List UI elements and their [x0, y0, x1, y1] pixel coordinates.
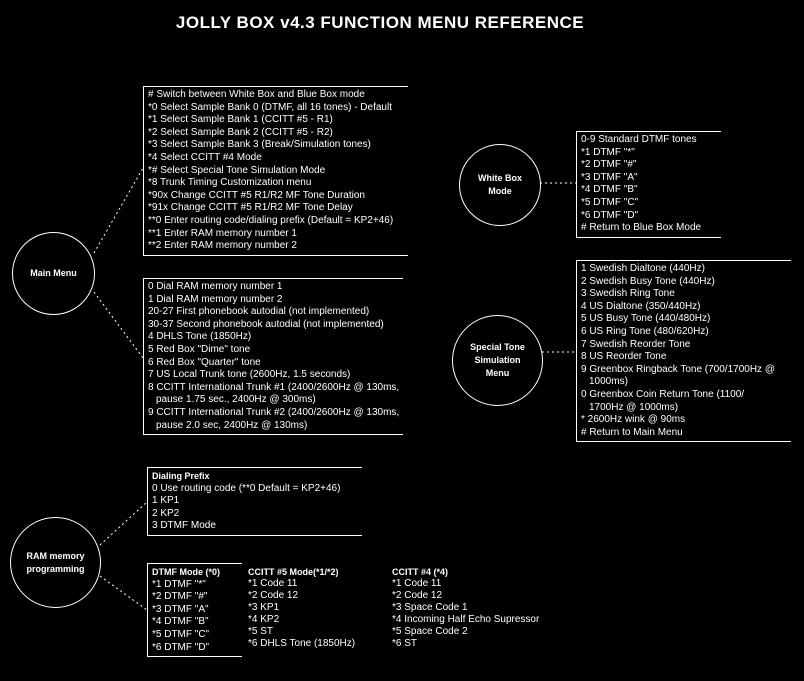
special-tone-line: 0 Greenbox Coin Return Tone (1100/ — [581, 388, 745, 400]
main-box1-line: **0 Enter routing code/dialing prefix (Default = KP2+46) — [148, 214, 394, 226]
dialing-prefix-box — [147, 467, 362, 536]
main-box2-line: 0 Dial RAM memory number 1 — [148, 281, 283, 292]
main-box2-line: pause 2.0 sec, 2400Hz @ 130ms) — [156, 419, 308, 431]
main-box1-line: *4 Select CCITT #4 Mode — [148, 151, 262, 163]
special-tone-line: 4 US Dialtone (350/440Hz) — [581, 300, 701, 312]
ccitt5-mode-header: CCITT #5 Mode(*1/*2) — [248, 567, 339, 577]
main-box1-line: **2 Enter RAM memory number 2 — [148, 240, 297, 252]
special-tone-items-box — [576, 260, 791, 442]
special-tone-line: 2 Swedish Busy Tone (440Hz) — [581, 275, 715, 287]
white-box-line: *4 DTMF "B" — [581, 184, 638, 196]
connector-main-box1 — [94, 168, 143, 253]
special-tone-label-1: Special Tone — [470, 342, 525, 352]
ccitt5-mode-line: *5 ST — [248, 626, 274, 637]
special-tone-label-3: Menu — [485, 368, 510, 378]
main-box2-line: 20-27 First phonebook autodial (not implemented) — [148, 306, 370, 318]
white-box-line: *1 DTMF "*" — [581, 146, 635, 158]
dtmf-mode-line: *1 DTMF "*" — [152, 578, 206, 590]
main-box1-line: *3 Select Sample Bank 3 (Break/Simulation tones) — [148, 139, 371, 151]
main-box2-line: 1 Dial RAM memory number 2 — [148, 293, 283, 305]
ccitt5-mode-line: *6 DHLS Tone (1850Hz) — [248, 638, 356, 649]
main-menu-label: Main Menu — [30, 268, 77, 278]
main-box2-line: 5 Red Box "Dime" tone — [148, 343, 251, 355]
dtmf-mode-line: *2 DTMF "#" — [152, 591, 208, 603]
special-tone-line: 1700Hz @ 1000ms) — [589, 401, 679, 413]
ccitt4-mode-line: *1 Code 11 — [392, 578, 442, 589]
main-box2-line: pause 1.75 sec., 2400Hz @ 300ms) — [156, 394, 316, 406]
dialing-prefix-header: Dialing Prefix — [152, 471, 210, 481]
main-box1-line: *1 Select Sample Bank 1 (CCITT #5 - R1) — [148, 114, 333, 126]
main-box2-line: 30-37 Second phonebook autodial (not implemented) — [148, 318, 384, 330]
main-box1-line: *2 Select Sample Bank 2 (CCITT #5 - R2) — [148, 126, 333, 138]
main-box1-line: *0 Select Sample Bank 0 (DTMF, all 16 tones) - Default — [148, 101, 392, 113]
special-tone-node — [452, 315, 543, 406]
dtmf-mode-line: *6 DTMF "D" — [152, 641, 210, 653]
white-box-line: # Return to Blue Box Mode — [581, 222, 702, 234]
special-tone-line: 1000ms) — [589, 376, 628, 388]
special-tone-line: # Return to Main Menu — [581, 426, 683, 438]
white-box-items-box — [576, 131, 721, 238]
special-tone-label-2: Simulation — [474, 355, 521, 365]
dtmf-mode-box — [147, 563, 242, 657]
special-tone-line: * 2600Hz wink @ 90ms — [581, 414, 686, 426]
dialing-prefix-line: 3 DTMF Mode — [152, 520, 216, 532]
main-box1-line: *91x Change CCITT #5 R1/R2 MF Tone Delay — [148, 202, 353, 214]
special-tone-line: 9 Greenbox Ringback Tone (700/1700Hz @ — [581, 363, 775, 375]
ccitt5-mode-column — [248, 566, 355, 650]
ccitt4-mode-header: CCITT #4 (*4) — [392, 567, 449, 577]
main-box2-line: 6 Red Box "Quarter" tone — [148, 356, 261, 368]
main-box1-line: **1 Enter RAM memory number 1 — [148, 227, 297, 239]
ccitt4-mode-line: *6 ST — [392, 638, 418, 649]
main-menu-commands-box — [143, 86, 408, 256]
special-tone-line: 6 US Ring Tone (480/620Hz) — [581, 325, 709, 337]
page-title: JOLLY BOX v4.3 FUNCTION MENU REFERENCE — [175, 13, 585, 32]
white-box-line: *2 DTMF "#" — [581, 159, 637, 171]
connector-dialing-prefix — [100, 502, 147, 545]
special-tone-line: 3 Swedish Ring Tone — [581, 288, 675, 300]
dtmf-mode-line: *5 DTMF "C" — [152, 628, 210, 640]
ccitt4-mode-line: *4 Incoming Half Echo Supressor — [392, 614, 540, 625]
main-box1-line: *90x Change CCITT #5 R1/R2 MF Tone Duration — [148, 189, 365, 201]
dialing-prefix-line: 1 KP1 — [152, 495, 180, 507]
main-menu-dial-box — [143, 278, 403, 435]
white-box-line: *3 DTMF "A" — [581, 171, 638, 183]
main-box1-line: *# Select Special Tone Simulation Mode — [148, 164, 326, 176]
dialing-prefix-line: 0 Use routing code (**0 Default = KP2+46) — [152, 482, 341, 494]
dtmf-mode-line: *4 DTMF "B" — [152, 616, 209, 628]
white-box-label-2: Mode — [488, 186, 512, 196]
main-box2-line: 9 CCITT International Trunk #2 (2400/2600Hz @ 130ms, — [148, 406, 400, 418]
ccitt4-mode-column — [392, 566, 539, 650]
main-box1-line: *8 Trunk Timing Customization menu — [148, 177, 312, 189]
dtmf-mode-line: *3 DTMF "A" — [152, 603, 209, 615]
ram-memory-label-1: RAM memory — [26, 550, 85, 561]
ccitt4-mode-line: *5 Space Code 2 — [392, 626, 468, 637]
special-tone-line: 7 Swedish Reorder Tone — [581, 338, 691, 350]
white-box-label-1: White Box — [478, 173, 522, 183]
white-box-line: 0-9 Standard DTMF tones — [581, 134, 697, 145]
ccitt4-mode-line: *2 Code 12 — [392, 590, 443, 601]
main-box2-line: 8 CCITT International Trunk #1 (2400/2600Hz @ 130ms, — [148, 381, 400, 393]
connector-ram-modes — [100, 576, 147, 610]
main-box1-line: # Switch between White Box and Blue Box mode — [148, 89, 365, 100]
ram-memory-label-2: programming — [26, 563, 85, 574]
dtmf-mode-header: DTMF Mode (*0) — [152, 567, 220, 577]
white-box-node — [459, 144, 541, 226]
dialing-prefix-line: 2 KP2 — [152, 507, 180, 519]
ccitt5-mode-line: *2 Code 12 — [248, 590, 299, 601]
ccitt5-mode-line: *1 Code 11 — [248, 578, 298, 589]
special-tone-line: 1 Swedish Dialtone (440Hz) — [581, 263, 705, 274]
white-box-line: *5 DTMF "C" — [581, 196, 639, 208]
main-box2-line: 4 DHLS Tone (1850Hz) — [148, 331, 252, 343]
white-box-line: *6 DTMF "D" — [581, 209, 639, 221]
ccitt5-mode-line: *3 KP1 — [248, 602, 280, 613]
main-box2-line: 7 US Local Trunk tone (2600Hz, 1.5 seconds) — [148, 369, 351, 381]
ccitt4-mode-line: *3 Space Code 1 — [392, 602, 468, 613]
special-tone-line: 8 US Reorder Tone — [581, 351, 667, 363]
ccitt5-mode-line: *4 KP2 — [248, 614, 280, 625]
special-tone-line: 5 US Busy Tone (440/480Hz) — [581, 313, 711, 325]
ram-memory-node — [10, 517, 101, 608]
main-menu-node — [12, 232, 95, 315]
connector-main-box2 — [94, 292, 143, 358]
